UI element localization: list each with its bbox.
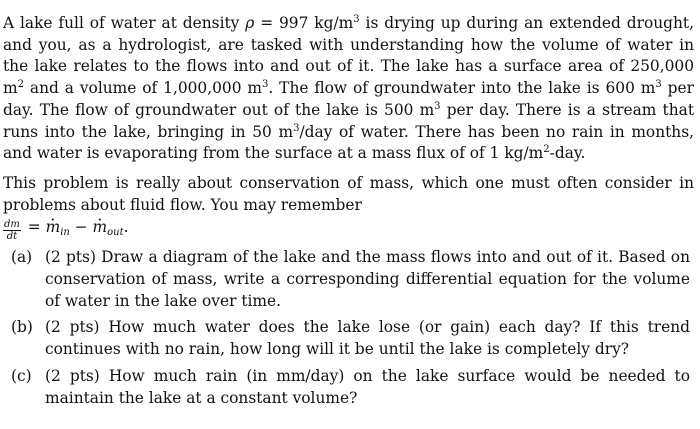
question-part-c xyxy=(3,366,694,409)
derivative-fraction xyxy=(3,219,21,242)
part-label: (c) xyxy=(11,366,32,385)
statement-text: per day. The flow of groundwater out of the lake is 500 m xyxy=(3,79,694,119)
mass-flow-out: · m xyxy=(93,218,108,236)
conservation-intro: This problem is really about conservation of mass, which one must often consider in problems about fluid flow. You may remember xyxy=(3,173,694,214)
part-text: (2 pts) How much rain (in mm/day) on the lake surface would be needed to maintain the lake at a constant volume? xyxy=(45,366,690,407)
equals-sign: = xyxy=(22,218,46,237)
exponent: 3 xyxy=(353,14,360,25)
minus-sign: − xyxy=(69,218,93,237)
exponent: 2 xyxy=(543,144,550,156)
exponent: 3 xyxy=(655,79,662,91)
mass-flow-in: · m xyxy=(46,218,61,236)
part-label: (b) xyxy=(11,318,33,337)
fraction-numerator: dm xyxy=(4,219,20,231)
question-part-a xyxy=(3,247,694,312)
equation-period: . xyxy=(123,218,129,237)
statement-text: is drying up during an extended drought, and you, as a hydrologist, are tasked with understanding how the volume of water in the lake relates to the flows into and out of it. The lake has a surface area of 250,000 m xyxy=(3,14,694,98)
problem-statement xyxy=(3,13,694,165)
mass-balance-equation xyxy=(3,216,694,242)
exponent: 2 xyxy=(17,79,24,91)
question-parts xyxy=(3,247,694,409)
statement-text: A lake full of water at density xyxy=(3,14,246,32)
exponent: 3 xyxy=(262,79,269,91)
part-text: (2 pts) How much water does the lake lose (or gain) each day? If this trend continues with no rain, how long will it be until the lake is completely dry? xyxy=(45,318,690,359)
fraction-denominator: dt xyxy=(6,231,18,243)
exponent: 3 xyxy=(434,100,441,112)
density-text: = 997 kg/m xyxy=(254,14,354,32)
part-text: (2 pts) Draw a diagram of the lake and the mass flows into and out of it. Based on conservation of mass, write a corresponding differential equation for the volume of water in the lake over time. xyxy=(45,248,690,310)
statement-text: . The flow of groundwater into the lake is 600 m xyxy=(268,79,656,98)
statement-text: per day. There is a stream that runs into the lake, bringing in 50 m xyxy=(3,100,695,141)
part-label: (a) xyxy=(11,248,33,267)
subscript-in: in xyxy=(60,227,70,239)
subscript-out: out xyxy=(107,227,124,239)
question-part-b xyxy=(3,317,694,360)
rho-symbol: ρ xyxy=(245,14,255,32)
exponent: 3 xyxy=(293,122,300,134)
statement-text: -day. xyxy=(549,144,586,163)
statement-text: /day of water. There has been no rain in months, and water is evaporating from the surface at a mass flux of of 1 kg/m xyxy=(3,122,695,163)
statement-text: and a volume of 1,000,000 m xyxy=(23,79,262,98)
